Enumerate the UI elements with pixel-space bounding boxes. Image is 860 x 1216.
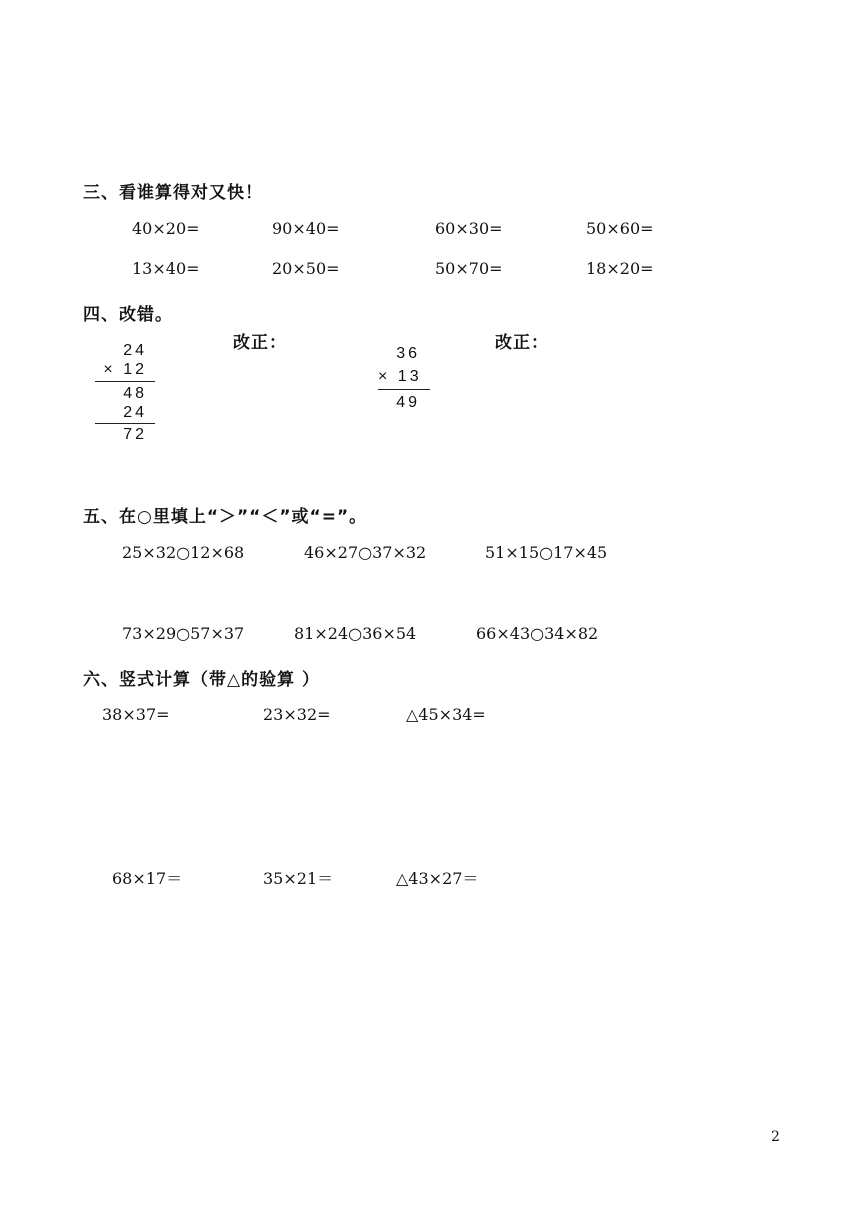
correction-label: 改正： bbox=[233, 333, 287, 353]
multiplicand: 36 bbox=[396, 345, 420, 362]
section-3-heading: 三、看谁算得对又快！ bbox=[83, 183, 263, 203]
comparison-item: 66×43○34×82 bbox=[476, 624, 599, 643]
exercise-item: 13×40= bbox=[132, 259, 200, 278]
underline bbox=[95, 381, 155, 382]
section-4-heading: 四、改错。 bbox=[83, 305, 173, 325]
comparison-item: 73×29○57×37 bbox=[122, 624, 245, 643]
section-6-heading: 六、竖式计算（带△的验算 ） bbox=[83, 670, 320, 690]
page-number: 2 bbox=[771, 1129, 780, 1145]
partial-product: 24 bbox=[123, 404, 147, 421]
exercise-item: 90×40= bbox=[272, 219, 340, 238]
underline bbox=[95, 423, 155, 424]
exercise-item: 40×20= bbox=[132, 219, 200, 238]
section-5-heading: 五、在○里填上“＞”“＜”或“=”。 bbox=[83, 507, 368, 527]
comparison-item: 51×15○17×45 bbox=[485, 543, 608, 562]
calculation-item: 35×21＝ bbox=[263, 869, 334, 888]
exercise-item: 50×60= bbox=[586, 219, 654, 238]
multiplicand: 24 bbox=[123, 342, 147, 359]
multiplier: × 12 bbox=[103, 361, 147, 378]
correction-label: 改正： bbox=[495, 333, 549, 353]
calculation-item: 68×17＝ bbox=[112, 869, 183, 888]
calculation-item: 23×32= bbox=[263, 705, 331, 724]
calculation-item: △43×27＝ bbox=[396, 869, 479, 888]
exercise-item: 60×30= bbox=[435, 219, 503, 238]
partial-product: 48 bbox=[123, 385, 147, 402]
product: 72 bbox=[123, 426, 147, 443]
comparison-item: 81×24○36×54 bbox=[294, 624, 417, 643]
calculation-item: 38×37= bbox=[102, 705, 170, 724]
exercise-item: 18×20= bbox=[586, 259, 654, 278]
calculation-item: △45×34= bbox=[406, 705, 486, 724]
underline bbox=[378, 389, 430, 390]
exercise-item: 50×70= bbox=[435, 259, 503, 278]
product: 49 bbox=[396, 394, 420, 411]
exercise-item: 20×50= bbox=[272, 259, 340, 278]
multiplier: × 13 bbox=[378, 368, 422, 385]
comparison-item: 46×27○37×32 bbox=[304, 543, 427, 562]
comparison-item: 25×32○12×68 bbox=[122, 543, 245, 562]
